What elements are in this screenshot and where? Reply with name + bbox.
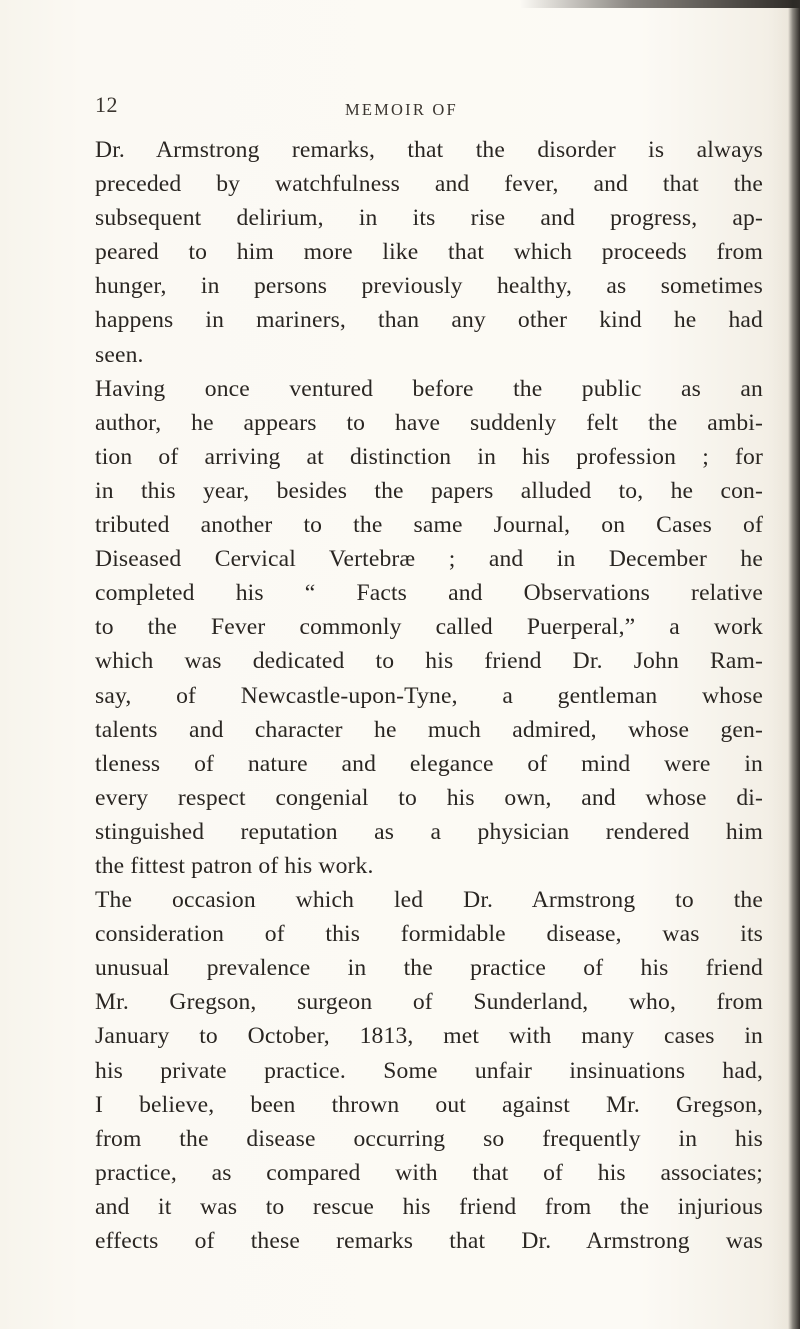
running-head: MEMOIR OF — [345, 100, 458, 119]
text-line: practice, as compared with that of his associates; — [95, 1159, 763, 1186]
text-line: every respect congenial to his own, and whose di- — [95, 784, 763, 811]
text-line: his private practice. Some unfair insinuations had, — [95, 1057, 763, 1084]
body-text — [95, 133, 763, 1258]
text-line: Diseased Cervical Vertebræ ; and in December he — [95, 546, 763, 573]
text-line: peared to him more like that which proceeds from — [95, 239, 763, 266]
text-line: January to October, 1813, met with many cases in — [95, 1023, 763, 1050]
text-line: talents and character he much admired, whose gen- — [95, 716, 763, 743]
text-line: to the Fever commonly called Puerperal,” a work — [95, 614, 763, 641]
text-line: subsequent delirium, in its rise and progress, ap- — [95, 205, 763, 232]
text-line: say, of Newcastle-upon-Tyne, a gentleman whose — [95, 682, 763, 709]
text-line: completed his “ Facts and Observations relative — [95, 580, 763, 607]
text-line: author, he appears to have suddenly felt the ambi- — [95, 409, 763, 436]
text-line: Having once ventured before the public as an — [95, 375, 763, 402]
text-line: which was dedicated to his friend Dr. John Ram- — [95, 648, 763, 675]
page-number: 12 — [95, 92, 118, 117]
text-line: I believe, been thrown out against Mr. Gregson, — [95, 1091, 763, 1118]
text-line: unusual prevalence in the practice of his friend — [95, 955, 763, 982]
text-line: Mr. Gregson, surgeon of Sunderland, who, from — [95, 989, 763, 1016]
text-line: consideration of this formidable disease, was its — [95, 921, 763, 948]
text-line: and it was to rescue his friend from the injurious — [95, 1193, 763, 1220]
text-line: seen. — [95, 341, 144, 368]
page-top-shadow — [520, 0, 800, 8]
text-line: effects of these remarks that Dr. Armstrong was — [95, 1228, 763, 1254]
text-line: hunger, in persons previously healthy, as sometimes — [95, 273, 763, 300]
page-binding-shadow — [788, 0, 800, 1329]
text-line: tributed another to the same Journal, on Cases of — [95, 512, 763, 539]
text-line: Dr. Armstrong remarks, that the disorder is always — [95, 137, 763, 163]
text-line: in this year, besides the papers alluded to, he con- — [95, 477, 763, 504]
text-line: The occasion which led Dr. Armstrong to the — [95, 887, 763, 914]
text-line: happens in mariners, than any other kind he had — [95, 307, 763, 334]
text-line: the fittest patron of his work. — [95, 852, 374, 879]
text-line: preceded by watchfulness and fever, and that the — [95, 171, 763, 198]
text-line: stinguished reputation as a physician rendered him — [95, 818, 763, 845]
text-line: tleness of nature and elegance of mind were in — [95, 750, 763, 777]
text-line: from the disease occurring so frequently in his — [95, 1125, 763, 1152]
text-line: tion of arriving at distinction in his profession ; for — [95, 443, 763, 470]
